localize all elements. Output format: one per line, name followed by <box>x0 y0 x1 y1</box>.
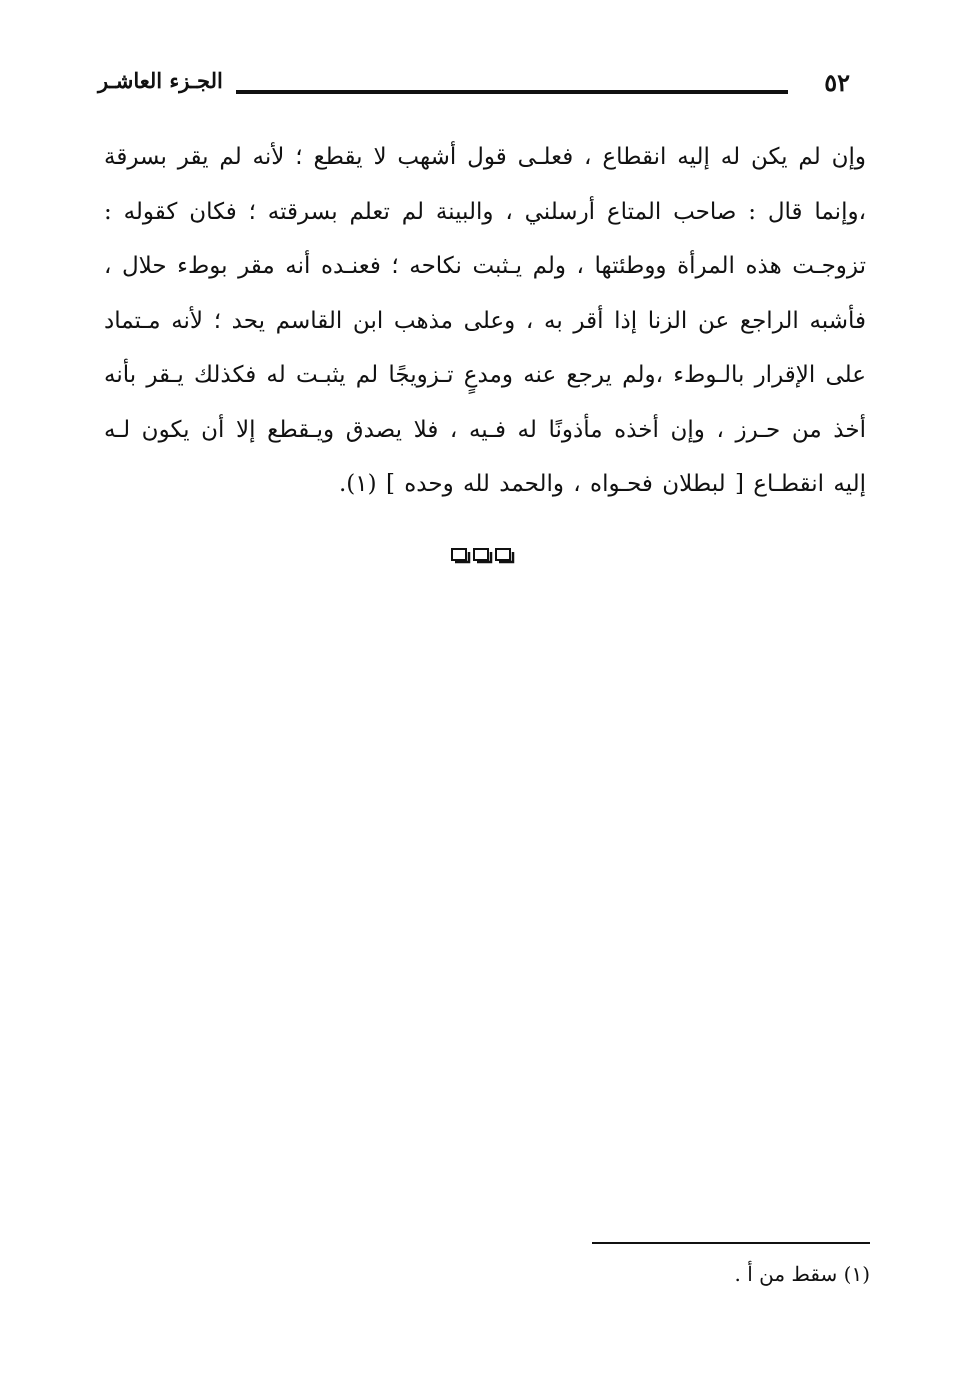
ornament-square-icon <box>473 548 493 564</box>
header-rule <box>236 90 788 94</box>
page-number: ٥٢ <box>824 68 850 97</box>
ornament-square-icon <box>451 548 471 564</box>
footnote: (١) سقط من أ . <box>734 1262 870 1286</box>
page-header <box>98 68 860 104</box>
body-paragraph: وإن لم يكن له إليه انقطاع ، فعلـى قول أشهب لا يقطع ؛ لأنه لم يقر بسرقة ،وإنما قال : صاحب المتاع أرسلني ، والبينة لم تعلم بسرقته ؛ فكان كقوله : تزوجـت هذه المرأة ووطئتها ، ولم يـثبت نكاحه ؛ فعنـده أنه مقر بوطء حلال ، فأشبه الراجع عن الزنا إذا أقر به ، وعلى مذهب ابن القاسم يحد ؛ لأنه مـتماد على الإقرار بالـوطء ،ولم يرجع عنه ومدعٍ تـزويجًا لم يثبـت له فكذلك يـقر بأنه أخذ من حـرز ، وإن أخذه مأذونًا له فـيه ، فلا يصدق ويـقطع إلا أن يكون لـه إليه انقطـاع [ لبطلان فحـواه ، والحمد لله وحده ] (١). <box>104 144 866 497</box>
ornament-square-icon <box>495 548 515 564</box>
running-title: الجـزء العاشـر <box>98 68 223 93</box>
section-end-ornament <box>451 548 515 566</box>
footnote-separator <box>592 1242 870 1244</box>
